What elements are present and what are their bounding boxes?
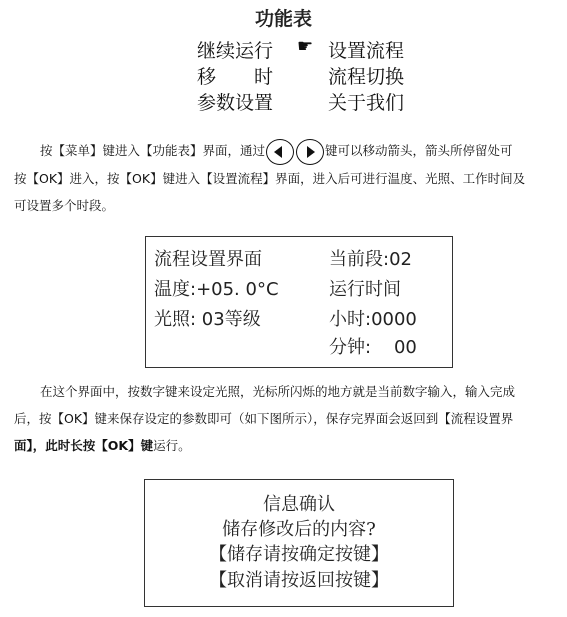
menu-title: 功能表 [254,8,312,30]
instruction-paragraph-1 [14,137,559,219]
menu-item-parameter-settings: 参数设置 [197,92,274,114]
left-arrow-key-icon [266,139,294,165]
menu-item-about-us: 关于我们 [328,92,405,114]
pointing-hand-icon: ☛ [297,36,314,57]
confirm-dialog-screen [144,479,454,607]
long-press-ok-text: 长按【OK】键 [70,438,154,453]
paragraph-1-text-a: 按【菜单】键进入【功能表】界面，通过 [40,143,266,158]
paragraph-2-line-3 [14,432,559,459]
minutes-value: 分钟: 00 [329,337,417,358]
paragraph-1-line-2: 按【OK】进入，按【OK】键进入【设置流程】界面，进入后可进行温度、光照、工作时间及 [14,170,526,186]
confirm-title: 信息确认 [263,494,335,515]
save-hint: 【储存请按确定按键】 [209,544,389,565]
screen-title: 流程设置界面 [154,249,262,270]
right-arrow-key-icon [296,139,324,165]
light-level: 光照: 03等级 [154,309,261,330]
paragraph-2-line-1 [14,378,559,405]
paragraph-1-line-3: 可设置多个时段。 [14,197,115,213]
paragraph-2-text-1: 在这个界面中，按数字键来设定光照，光标所闪烁的地方就是当前数字输入，输入完成 [40,384,516,399]
run-time-label: 运行时间 [329,279,401,300]
paragraph-1-text-b: 键可以移动箭头，箭头所停留处可 [325,143,513,158]
process-setting-screen [145,236,453,368]
cancel-hint: 【取消请按返回按键】 [209,570,389,591]
paragraph-2-text-3c: 运行。 [153,438,191,453]
menu-item-set-process: 设置流程 [328,40,405,62]
current-segment: 当前段:02 [329,249,412,270]
paragraph-2-text-3a: 面】，此时 [14,438,71,453]
paragraph-2-line-2: 后，按【OK】键来保存设定的参数即可（如下图所示），保存完界面会返回到【流程设置界 [14,411,514,426]
paragraph-1-line-1 [14,137,559,165]
menu-item-continue-run: 继续运行 [197,40,274,62]
instruction-paragraph-2 [14,378,559,459]
menu-item-process-switch: 流程切换 [328,66,405,88]
temperature-value: 温度:+05. 0°C [154,279,279,300]
menu-item-shift-time: 移 时 [197,66,274,88]
confirm-message: 储存修改后的内容? [222,519,376,540]
hours-value: 小时:0000 [329,309,417,330]
